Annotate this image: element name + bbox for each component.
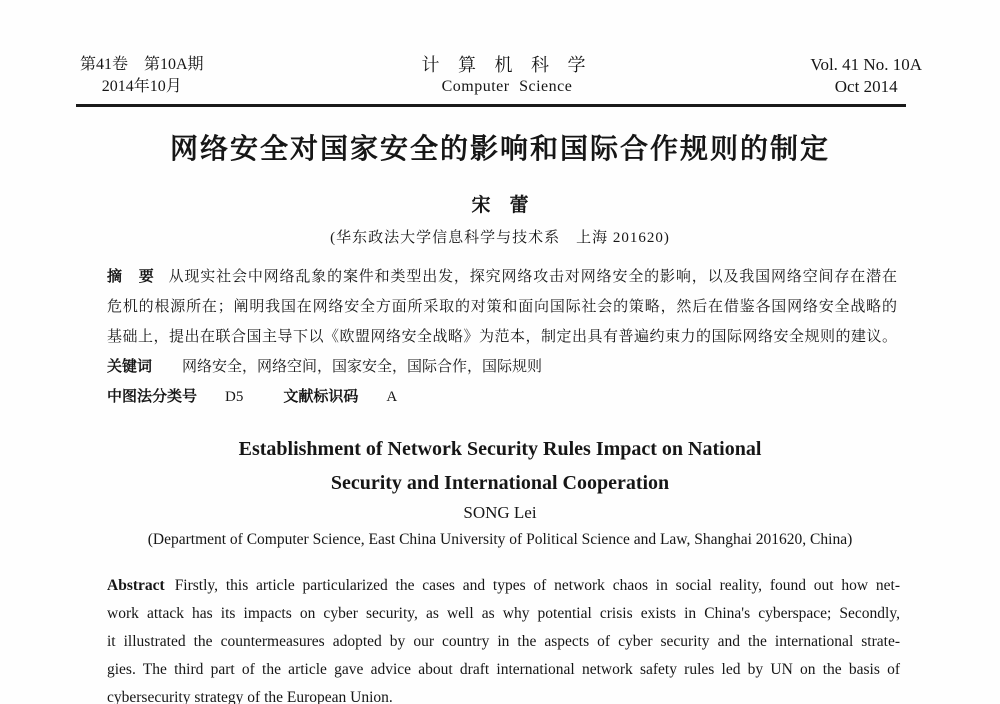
doc-code-label: 文献标识码 bbox=[283, 388, 359, 405]
abstract-en-label: Abstract bbox=[107, 577, 165, 594]
header-divider-rule bbox=[76, 104, 906, 107]
abstract-cn-line bbox=[107, 262, 897, 292]
journal-name bbox=[421, 54, 592, 98]
author-name-cn: 宋 蕾 bbox=[471, 195, 529, 216]
journal-issue-info bbox=[80, 54, 204, 98]
journal-name-en: Computer Science bbox=[441, 78, 573, 95]
issue-date-en: Oct 2014 bbox=[834, 77, 898, 96]
author-name-en: SONG Lei bbox=[463, 503, 537, 522]
paper-title-en-line1: Establishment of Network Security Rules Impact on National bbox=[238, 438, 762, 460]
paper-title-en-line2: Security and International Cooperation bbox=[330, 472, 670, 494]
abstract-en-line: it illustrated the countermeasures adopted by our country in the aspects of cyber security and the international strate- bbox=[107, 633, 900, 650]
abstract-cn-line: 危机的根源所在；阐明我国在网络安全方面所采取的对策和面向国际社会的策略，然后在借鉴各国网络安全战略的 bbox=[107, 299, 897, 315]
volume-issue: 第41卷 第10A期 bbox=[80, 56, 204, 73]
paper-title-en bbox=[0, 432, 1000, 500]
abstract-cn-text: 从现实社会中网络乱象的案件和类型出发，探究网络攻击对网络安全的影响，以及我国网络空间存在潜在 bbox=[168, 269, 897, 285]
abstract-en-line bbox=[107, 572, 900, 600]
journal-issue-info-en bbox=[810, 54, 922, 98]
keywords-cn-label: 关键词 bbox=[107, 358, 153, 375]
affiliation-cn: (华东政法大学信息科学与技术系 上海 201620) bbox=[330, 230, 670, 246]
journal-header bbox=[80, 54, 922, 98]
abstract-cn-label: 摘 要 bbox=[107, 268, 155, 285]
journal-name-cn: 计 算 机 科 学 bbox=[421, 55, 593, 75]
abstract-en-line: work attack has its impacts on cyber security, as well as why potential crisis exists in China's cyberspace; Secondly, bbox=[107, 605, 900, 622]
classification-line bbox=[107, 382, 897, 412]
keywords-cn-line bbox=[107, 352, 897, 382]
volume-issue-en: Vol. 41 No. 10A bbox=[810, 55, 922, 74]
abstract-en-line: cybersecurity strategy of the European Union. bbox=[107, 689, 393, 704]
abstract-en-block bbox=[107, 572, 900, 704]
abstract-cn-block bbox=[107, 262, 897, 412]
paper-title-cn: 网络安全对国家安全的影响和国际合作规则的制定 bbox=[169, 133, 830, 164]
clc-value: D5 bbox=[225, 389, 244, 405]
abstract-en-text: Firstly, this article particularized the cases and types of network chaos in social reality, found out how net- bbox=[174, 577, 900, 594]
abstract-en-line: gies. The third part of the article gave advice about draft international network safety rules led by UN on the basis of bbox=[107, 661, 900, 678]
abstract-cn-line: 基础上，提出在联合国主导下以《欧盟网络安全战略》为范本，制定出具有普遍约束力的国际网络安全规则的建议。 bbox=[107, 329, 897, 345]
issue-date-cn: 2014年10月 bbox=[101, 78, 182, 95]
affiliation-en: (Department of Computer Science, East China University of Political Science and Law, Shanghai 201620, China) bbox=[147, 531, 853, 548]
doc-code-value: A bbox=[386, 389, 398, 405]
keywords-cn-text: 网络安全，网络空间，国家安全，国际合作，国际规则 bbox=[182, 359, 543, 375]
clc-label: 中图法分类号 bbox=[107, 388, 198, 405]
